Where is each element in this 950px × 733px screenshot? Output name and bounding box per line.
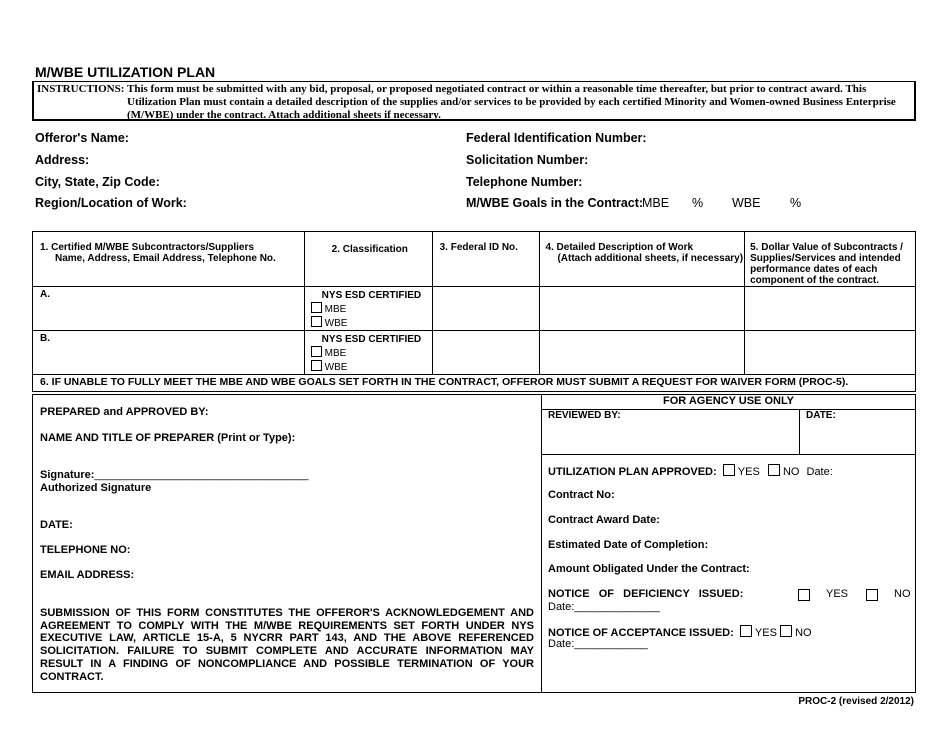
address-label: Address: <box>35 153 90 167</box>
federal-id-cell[interactable] <box>432 287 540 331</box>
acceptance-row: NOTICE OF ACCEPTANCE ISSUED: YES NO <box>548 627 812 639</box>
description-cell[interactable] <box>540 331 745 375</box>
row-label: A. <box>33 287 305 331</box>
prepared-label: PREPARED and APPROVED BY: <box>40 406 209 418</box>
amount-obligated-label: Amount Obligated Under the Contract: <box>548 563 750 575</box>
approved-yes-checkbox[interactable] <box>723 464 735 476</box>
telephone-number-label: Telephone Number: <box>466 175 583 189</box>
mbe-checkbox[interactable] <box>311 346 322 357</box>
divider <box>541 395 542 692</box>
region-label: Region/Location of Work: <box>35 196 187 210</box>
goals-wbe-percent: % <box>790 196 802 210</box>
submission-statement: SUBMISSION OF THIS FORM CONSTITUTES THE OFFEROR'S ACKNOWLEDGEMENT AND AGREEMENT TO COMPLY WITH THE M/WBE REQUIREMENTS SET FORTH UNDER NYS EXECUTIVE LAW, ARTICLE 15-A, 5 NYCRR PART 143, AND THE ABOVE REFERENCED SOLICITATION. FAILURE TO SUBMIT COMPLETE AND ACCURATE INFORMATION MAY RESULT IN A FINDING OF NONCOMPLIANCE AND POSSIBLE TERMINATION OF YOUR CONTRACT. <box>40 607 534 683</box>
dollar-value-cell[interactable] <box>745 287 916 331</box>
dollar-value-cell[interactable] <box>745 331 916 375</box>
acceptance-date[interactable]: Date:____________ <box>548 638 648 650</box>
plan-approved-row: UTILIZATION PLAN APPROVED: YES NO Date: <box>548 466 833 478</box>
preparer-email-label: EMAIL ADDRESS: <box>40 569 135 581</box>
classification-cell: NYS ESD CERTIFIED MBE WBE <box>304 287 432 331</box>
offeror-name-label: Offeror's Name: <box>35 131 129 145</box>
mbe-checkbox[interactable] <box>311 302 322 313</box>
form-footer: PROC-2 (revised 2/2012) <box>798 696 914 707</box>
col-header-federal-id: 3. Federal ID No. <box>432 232 540 287</box>
form-title: M/WBE UTILIZATION PLAN <box>35 64 216 80</box>
col-header-description: 4. Detailed Description of Work (Attach additional sheets, if necessary) <box>540 232 745 287</box>
description-cell[interactable] <box>540 287 745 331</box>
signature-row[interactable]: Signature:___________________________________ <box>40 469 309 481</box>
lower-section <box>32 394 916 693</box>
col-header-dollar-value: 5. Dollar Value of Subcontracts / Supplies/Services and intended performance dates of each component of the contract. <box>745 232 916 287</box>
completion-date-label: Estimated Date of Completion: <box>548 539 709 551</box>
deficiency-no-label: NO <box>894 588 911 600</box>
instructions-label: INSTRUCTIONS: <box>37 83 125 95</box>
waiver-note: 6. IF UNABLE TO FULLY MEET THE MBE AND WBE GOALS SET FORTH IN THE CONTRACT, OFFEROR MUST SUBMIT A REQUEST FOR WAIVER FORM (PROC-5). <box>33 375 916 392</box>
classification-cell: NYS ESD CERTIFIED MBE WBE <box>304 331 432 375</box>
acceptance-no-checkbox[interactable] <box>780 625 792 637</box>
deficiency-label: NOTICE OF DEFICIENCY ISSUED: <box>548 588 744 600</box>
preparer-name-label: NAME AND TITLE OF PREPARER (Print or Type): <box>40 432 296 444</box>
subcontractor-table <box>32 231 916 392</box>
divider <box>799 410 800 454</box>
row-label: B. <box>33 331 305 375</box>
agency-date-label: DATE: <box>806 410 836 421</box>
deficiency-date[interactable]: Date:______________ <box>548 601 660 613</box>
col-header-classification: 2. Classification <box>304 232 432 287</box>
mwbe-goals-label: M/WBE Goals in the Contract: <box>466 196 644 210</box>
divider <box>542 454 915 455</box>
instructions-text: This form must be submitted with any bid, proposal, or proposed negotiated contract or within a reasonable time thereafter, but prior to contract award. This Utilization Plan must contain a detailed description of the supplies and/or services to be provided by each certified Minority and Women-owned Business Enterprise (M/WBE) under the contract. Attach additional sheets if necessary. <box>127 83 896 121</box>
signature-line: ___________________________________ <box>94 469 309 481</box>
col-header-subcontractors: 1. Certified M/WBE Subcontractors/Suppliers Name, Address, Email Address, Telephone No. <box>33 232 305 287</box>
table-row <box>33 287 916 331</box>
deficiency-no-checkbox[interactable] <box>866 589 878 601</box>
fein-label: Federal Identification Number: <box>466 131 647 145</box>
award-date-label: Contract Award Date: <box>548 514 660 526</box>
table-row <box>33 331 916 375</box>
deficiency-yes-label: YES <box>826 588 849 600</box>
instructions-box <box>32 81 916 121</box>
agency-use-header: FOR AGENCY USE ONLY <box>542 395 915 410</box>
acceptance-yes-checkbox[interactable] <box>740 625 752 637</box>
approved-no-checkbox[interactable] <box>768 464 780 476</box>
reviewed-by-label: REVIEWED BY: <box>548 410 621 421</box>
contract-no-label: Contract No: <box>548 489 615 501</box>
federal-id-cell[interactable] <box>432 331 540 375</box>
authorized-signature-label: Authorized Signature <box>40 482 152 494</box>
goals-wbe: WBE <box>732 196 761 210</box>
goals-mbe-percent: % <box>692 196 704 210</box>
city-state-zip-label: City, State, Zip Code: <box>35 175 160 189</box>
preparer-date-label: DATE: <box>40 519 73 531</box>
solicitation-number-label: Solicitation Number: <box>466 153 589 167</box>
wbe-checkbox[interactable] <box>311 360 322 371</box>
deficiency-yes-checkbox[interactable] <box>798 589 810 601</box>
goals-mbe: MBE <box>642 196 670 210</box>
wbe-checkbox[interactable] <box>311 316 322 327</box>
preparer-telephone-label: TELEPHONE NO: <box>40 544 131 556</box>
